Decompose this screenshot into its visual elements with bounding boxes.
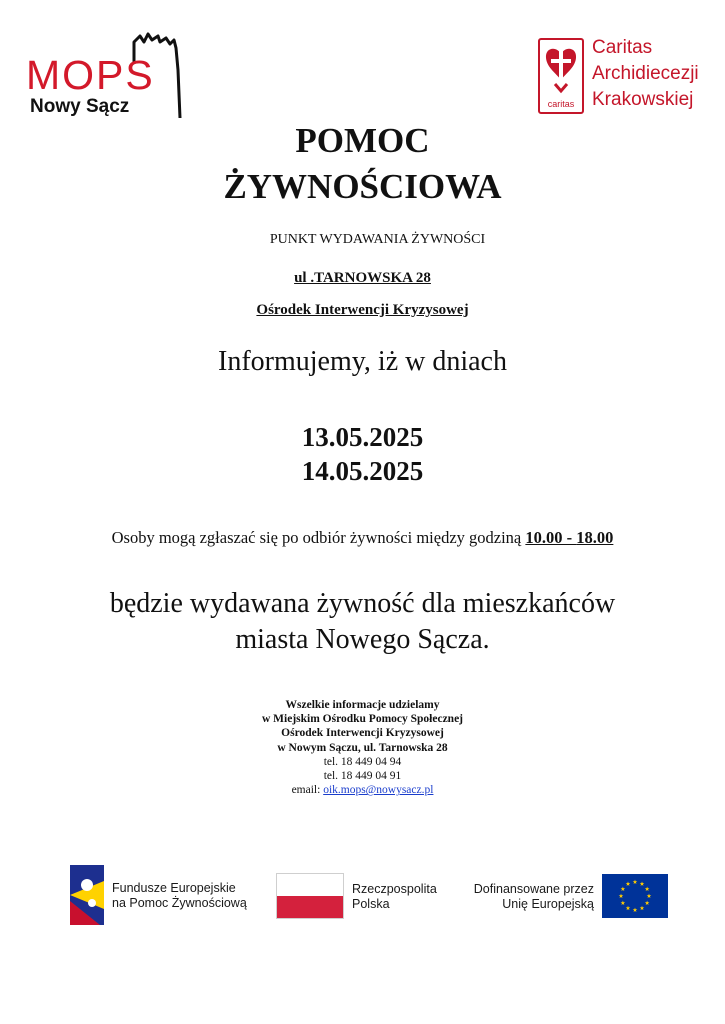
caritas-line-1: Caritas xyxy=(592,37,653,58)
hours-range xyxy=(525,528,613,547)
contact-email-label: email: xyxy=(291,784,324,797)
contact-line-3: Ośrodek Interwencji Kryzysowej xyxy=(281,727,444,740)
ue-logo-line-1: Dofinansowane przez xyxy=(473,882,594,896)
fe-logo xyxy=(70,865,260,925)
contact-tel-2: tel. 18 449 04 91 xyxy=(323,770,402,783)
caritas-line-2: Archidiecezji xyxy=(592,63,699,84)
point-label: PUNKT WYDAWANIA ŻYWNOŚCI xyxy=(269,232,486,247)
distribution-notice xyxy=(0,586,725,658)
distribution-line-1: będzie wydawana żywność dla mieszkańców xyxy=(109,588,616,619)
contact-line-1: Wszelkie informacje udzielamy xyxy=(285,699,440,711)
caritas-logo xyxy=(538,36,708,126)
contact-line-4: w Nowym Sączu, ul. Tarnowska 28 xyxy=(277,741,448,754)
date-2: 14.05.2025 xyxy=(301,456,424,486)
distribution-line-2: miasta Nowego Sącza. xyxy=(235,624,490,655)
rp-logo-text xyxy=(352,882,437,912)
center-name xyxy=(0,302,725,319)
title-line-1: POMOC xyxy=(295,121,430,160)
hours-from: 10.00 xyxy=(525,528,563,547)
ue-logo xyxy=(466,874,672,922)
fe-logo-line-1: Fundusze Europejskie xyxy=(112,881,236,895)
contact-info xyxy=(0,698,725,797)
address-text: ul .TARNOWSKA 28 xyxy=(294,270,431,286)
page-title xyxy=(0,118,725,210)
hours-separator: - xyxy=(562,528,577,547)
hours-to: 18.00 xyxy=(576,528,614,547)
title-line-2: ŻYWNOŚCIOWA xyxy=(223,167,502,206)
mops-logo-city: Nowy Sącz xyxy=(30,96,130,117)
caritas-mark-label: caritas xyxy=(547,99,575,109)
center-name-text: Ośrodek Interwencji Kryzysowej xyxy=(256,302,469,318)
mops-logo xyxy=(24,30,189,122)
mops-logo-word: MOPS xyxy=(26,52,155,98)
contact-email-line xyxy=(0,783,725,797)
polish-flag-icon xyxy=(276,873,344,919)
rp-logo xyxy=(276,873,437,921)
date-1: 13.05.2025 xyxy=(301,422,424,452)
fe-logo-text xyxy=(112,881,247,911)
contact-tel-1: tel. 18 449 04 94 xyxy=(323,755,402,768)
caritas-heart-cross-icon xyxy=(543,44,579,94)
rp-logo-line-1: Rzeczpospolita xyxy=(352,882,437,896)
eu-flag-icon xyxy=(602,874,668,918)
contact-email-link[interactable]: oik.mops@nowysacz.pl xyxy=(323,784,434,797)
ue-logo-text xyxy=(474,882,594,912)
fe-logo-line-2: na Pomoc Żywnościową xyxy=(112,896,247,910)
rp-logo-line-2: Polska xyxy=(352,897,390,911)
contact-line-2: w Miejskim Ośrodku Pomocy Społecznej xyxy=(261,713,464,726)
ue-logo-line-2: Unię Europejską xyxy=(502,897,594,911)
dates-block xyxy=(0,420,725,488)
caritas-line-3: Krakowskiej xyxy=(592,89,694,110)
info-intro: Informujemy, iż w dniach xyxy=(218,346,507,377)
caritas-mark xyxy=(538,38,584,114)
hours-line xyxy=(0,528,725,548)
fe-flag-icon xyxy=(70,865,104,925)
polish-flag-red-band xyxy=(277,896,343,918)
address xyxy=(0,270,725,287)
hours-text: Osoby mogą zgłaszać się po odbiór żywności między godziną xyxy=(111,528,526,547)
